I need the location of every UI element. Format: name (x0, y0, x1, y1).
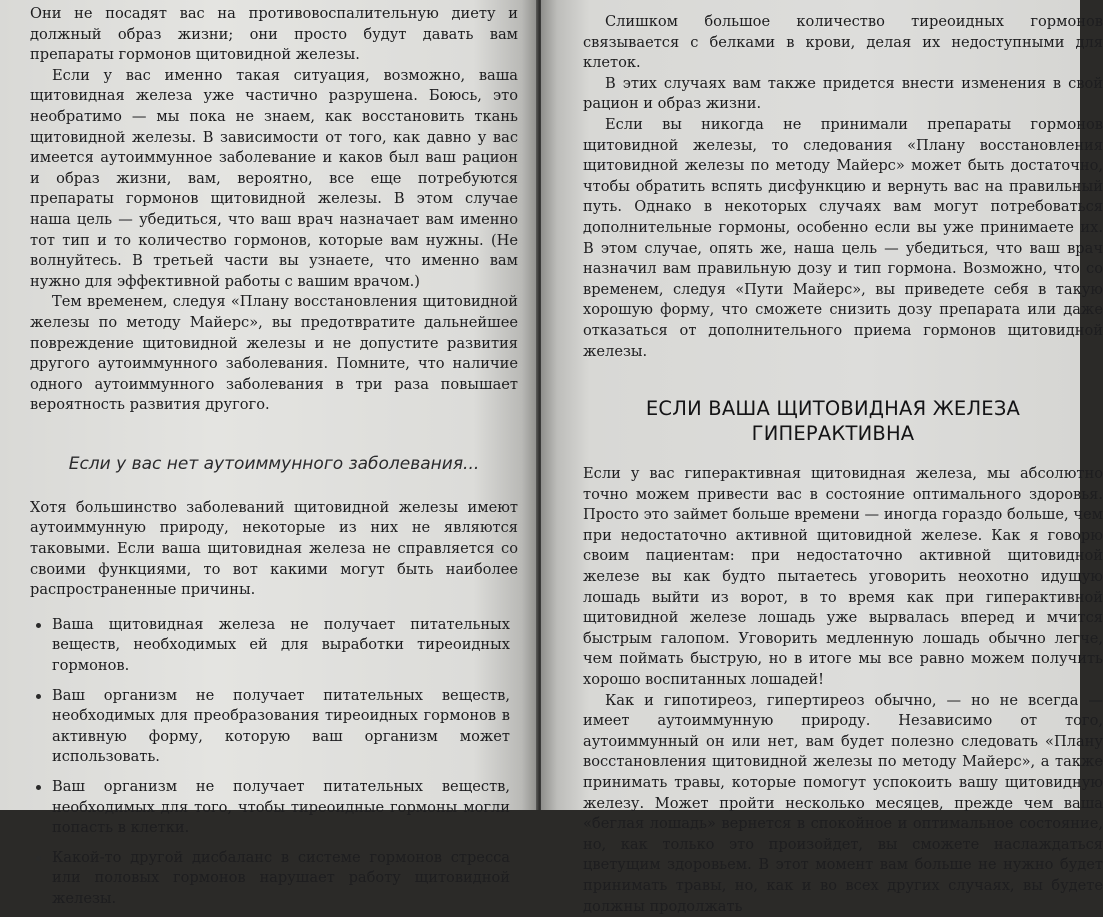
paragraph: Хотя большинство заболеваний щитовидной железы имеют аутоиммунную природу, некоторые из них не являются таковыми. Если ваша щитовидная железа не справляется со своими функциями, то вот какими могут быть наиболее распространенные причины. (30, 498, 518, 599)
causes-list (30, 615, 510, 910)
paragraph: Слишком большое количество тиреоидных гормонов связывается с белками в крови, делая их недоступными для клеток. (583, 13, 1103, 72)
left-page (0, 0, 538, 907)
paragraph: Если вы никогда не принимали препараты гормонов щитовидной железы, то следования «Плану восстановления щитовидной железы по методу Майерс» может быть достаточно, чтобы обратить вспять дисфункцию и вернуть вас на правильный путь. Однако в некоторых случаях вам могут потребоваться дополнительные гормоны, особенно если вы уже принимаете их. В этом случае, опять же, наша цель — убедиться, что ваш врач назначил вам правильную дозу и тип гормона. Возможно, что со временем, следуя «Пути Майерс», вы приведете себя в такую хорошую форму, что сможете снизить дозу препарата или даже отказаться от дополнительного приема гормонов щитовидной железы. (583, 115, 1103, 360)
paragraph: Как и гипотиреоз, гипертиреоз обычно, — но не всегда — имеет аутоиммунную природу. Независимо от того, аутоиммунный он или нет, вам будет полезно следовать «Плану восстановления щитовидной железы по методу Майерс», а также принимать травы, которые помогут успокоить вашу щитовидную железу. Может пройти несколько месяцев, прежде чем ваша «беглая лошадь» вернется в спокойное и оптимальное состояние, но, как только это произойдет, вы сможете наслаждаться цветущим здоровьем. В этот момент вам больше не нужно будет принимать травы, но, как и во всех других случаях, вы будете должны продолжать (583, 691, 1103, 915)
list-item-text: Какой-то другой дисбаланс в системе гормонов стресса или половых гормонов нарушает работу щитовидной железы. (52, 848, 510, 907)
right-page-intro (583, 12, 1103, 362)
bullet-icon (36, 785, 41, 790)
paragraph: Они не посадят вас на противовоспалительную диету и должный образ жизни; они просто будут давать вам препараты гормонов щитовидной железы. (30, 5, 518, 64)
paragraph: Если у вас именно такая ситуация, возможно, ваша щитовидная железа уже частично разрушена. Боюсь, это необратимо — мы пока не знаем, как восстановить ткань щитовидной железы. В зависимости от того, как давно у вас имеется аутоиммунное заболевание и каков был ваш рацион и образ жизни, вам, вероятно, все еще потребуются препараты гормонов щитовидной железы. В этом случае наша цель — убедиться, что ваш врач назначает вам именно тот тип и то количество гормонов, которые вам нужны. (Не волнуйтесь. В третьей части вы узнаете, что именно вам нужно для эффективной работы с вашим врачом.) (30, 66, 518, 290)
list-item (30, 686, 510, 768)
list-item-text: Ваш организм не получает питательных веществ, необходимых для преобразования тиреоидных гормонов в активную форму, которую ваш организм может использовать. (52, 686, 510, 766)
bullet-icon (36, 694, 41, 699)
paragraph: Тем временем, следуя «Плану восстановления щитовидной железы по методу Майерс», вы предотвратите дальнейшее повреждение щитовидной железы и не допустите развития другого аутоиммунного заболевания. Помните, что наличие одного аутоиммунного заболевания в три раза повышает вероятность развития другого. (30, 293, 518, 414)
left-page-intro (30, 4, 518, 416)
list-item (30, 848, 510, 910)
section-heading (583, 396, 1083, 446)
list-item (30, 615, 510, 677)
bullet-icon (36, 623, 41, 628)
list-item-text: Ваш организм не получает питательных веществ, необходимых для того, чтобы тиреоидные гормоны могли попасть в клетки. (52, 778, 510, 837)
list-item-text: Ваша щитовидная железа не получает питательных веществ, необходимых ей для выработки тиреоидных гормонов. (52, 615, 510, 675)
section-subheading: Если у вас нет аутоиммунного заболевания... (68, 453, 480, 474)
heading-line: ГИПЕРАКТИВНА (751, 422, 915, 446)
paragraph: В этих случаях вам также придется внести изменения в свой рацион и образ жизни. (583, 74, 1103, 113)
heading-line: ЕСЛИ ВАША ЩИТОВИДНАЯ ЖЕЛЕЗА (645, 397, 1021, 421)
left-page-section (30, 498, 518, 601)
list-item (30, 777, 510, 839)
paragraph: Если у вас гиперактивная щитовидная железа, мы абсолютно точно можем привести вас в состояние оптимального здоровья. Просто это займет больше времени — иногда гораздо больше, чем при недостаточно активной щитовидной железе. Как я говорю своим пациентам: при недостаточно активной щитовидной железе вы как будто пытаетесь уговорить неохотно идущую лошадь выйти из ворот, в то время как при гиперактивной щитовидной железе лошадь уже вырвалась вперед и мчится быстрым галопом. Уговорить медленную лошадь обычно легче, чем поймать быструю, но в итоге мы все равно можем получить хорошо воспитанных лошадей! (583, 465, 1103, 689)
right-page-section (583, 464, 1103, 917)
right-page (541, 0, 1103, 915)
bullet-icon (36, 856, 41, 861)
